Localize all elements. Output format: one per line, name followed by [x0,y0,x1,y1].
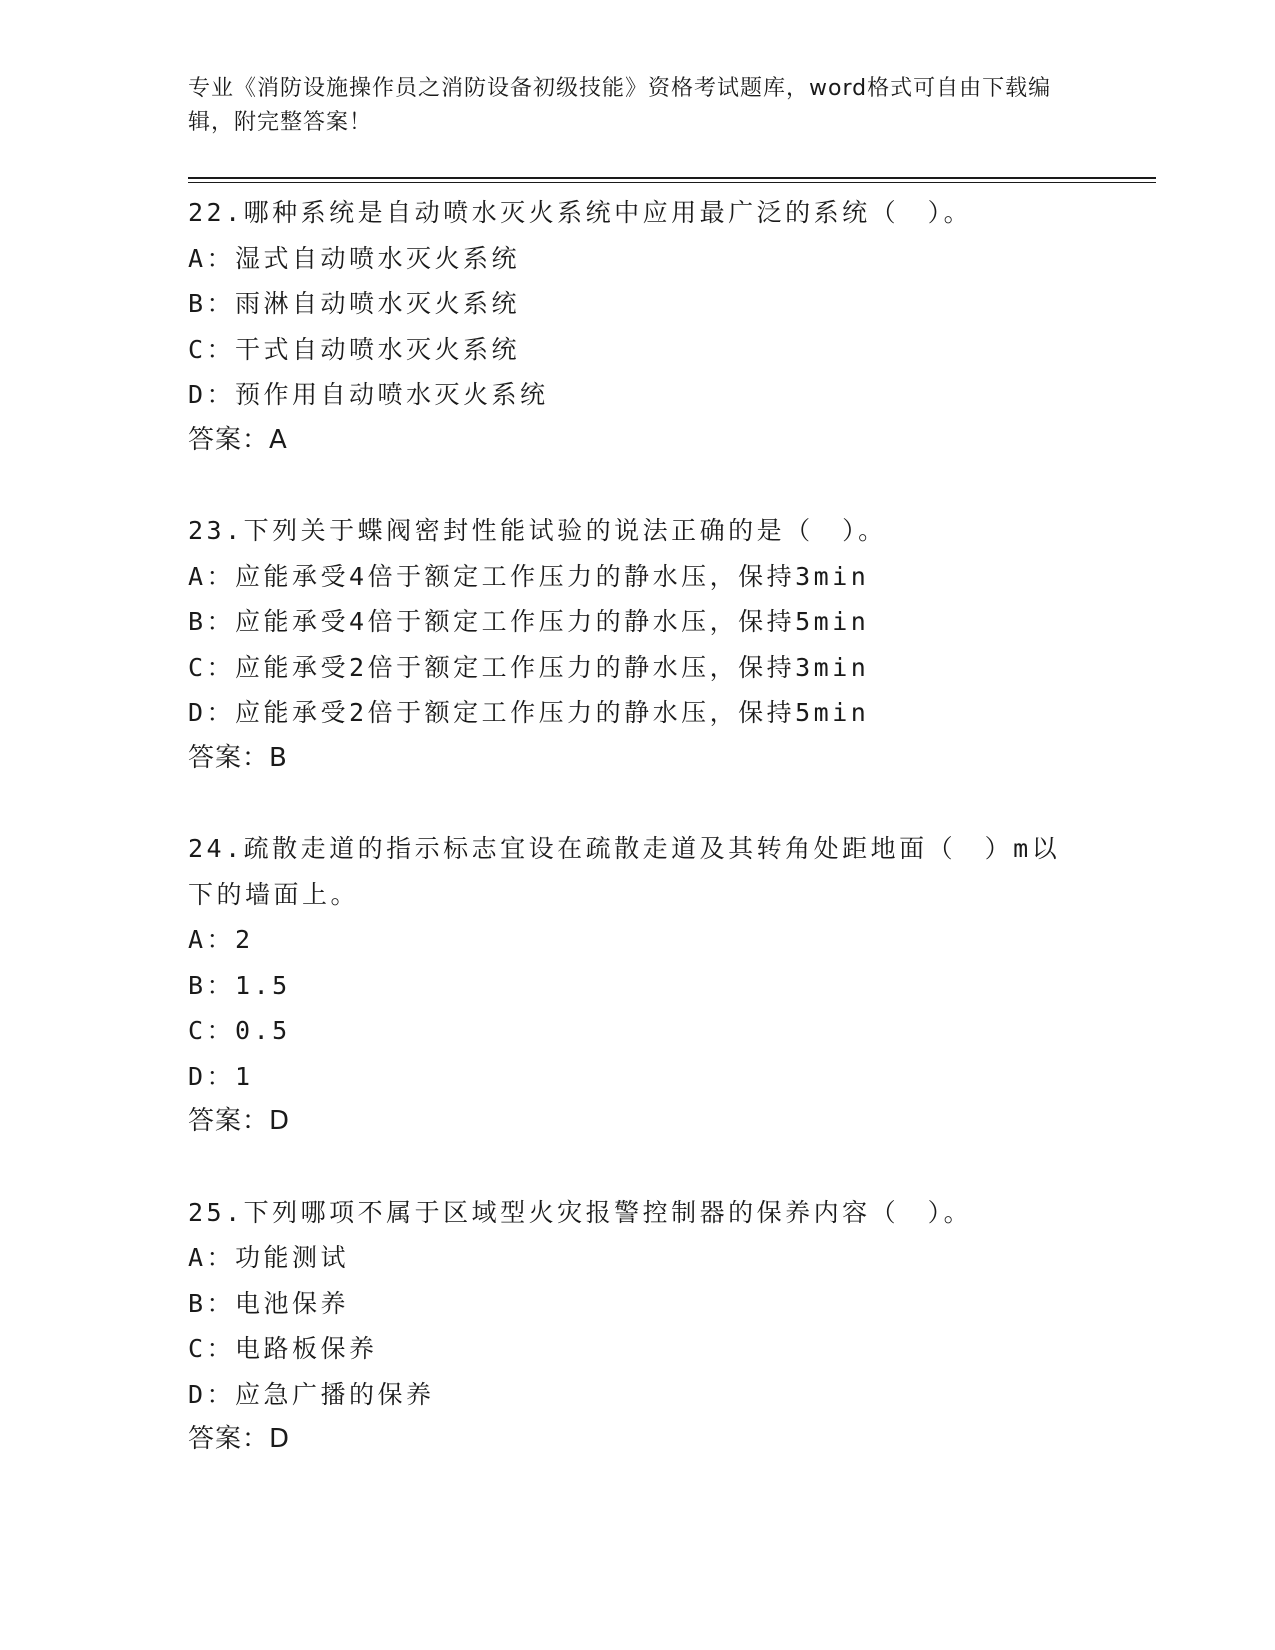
option-d: D：应急广播的保养 [188,1379,435,1409]
option-b: B：雨淋自动喷水灭火系统 [188,289,521,318]
option-a: A：应能承受4倍于额定工作压力的静水压，保持3min [188,561,870,591]
question-24 [188,826,1088,1145]
question-22 [188,190,1088,463]
option-c: C：0.5 [188,1016,291,1045]
option-c: C：应能承受2倍于额定工作压力的静水压，保持3min [188,652,870,682]
answer-key: 答案：D [188,1106,291,1136]
option-d: D：1 [188,1061,254,1091]
option-c: C：电路板保养 [188,1334,378,1363]
question-stem: 23.下列关于蝶阀密封性能试验的说法正确的是（ ）。 [188,516,887,545]
option-b: B：电池保养 [188,1288,350,1318]
option-d: D：应能承受2倍于额定工作压力的静水压，保持5min [188,698,870,727]
document-header: 专业《消防设施操作员之消防设备初级技能》资格考试题库，word格式可自由下载编辑，附完整答案！ [188,76,1052,135]
question-stem: 25.下列哪项不属于区域型火灾报警控制器的保养内容（ ）。 [188,1197,973,1227]
header-divider-thin [188,182,1156,183]
question-stem: 24.疏散走道的指示标志宜设在疏散走道及其转角处距地面（ ）m以下的墙面上。 [188,834,1061,909]
answer-key: 答案：A [188,424,288,455]
option-b: B：1.5 [188,970,291,1000]
answer-key: 答案：D [188,1424,291,1454]
question-list [188,190,1088,1508]
option-a: A：功能测试 [188,1243,350,1272]
question-25 [188,1190,1088,1463]
option-d: D：预作用自动喷水灭火系统 [188,380,549,409]
option-c: C：干式自动喷水灭火系统 [188,334,521,364]
header-divider-thick [188,177,1156,179]
option-a: A：2 [188,925,254,954]
answer-key: 答案：B [188,742,288,773]
option-b: B：应能承受4倍于额定工作压力的静水压，保持5min [188,607,870,636]
question-23 [188,508,1088,781]
option-a: A：湿式自动喷水灭火系统 [188,243,521,273]
question-stem: 22.哪种系统是自动喷水灭火系统中应用最广泛的系统（ ）。 [188,198,973,227]
